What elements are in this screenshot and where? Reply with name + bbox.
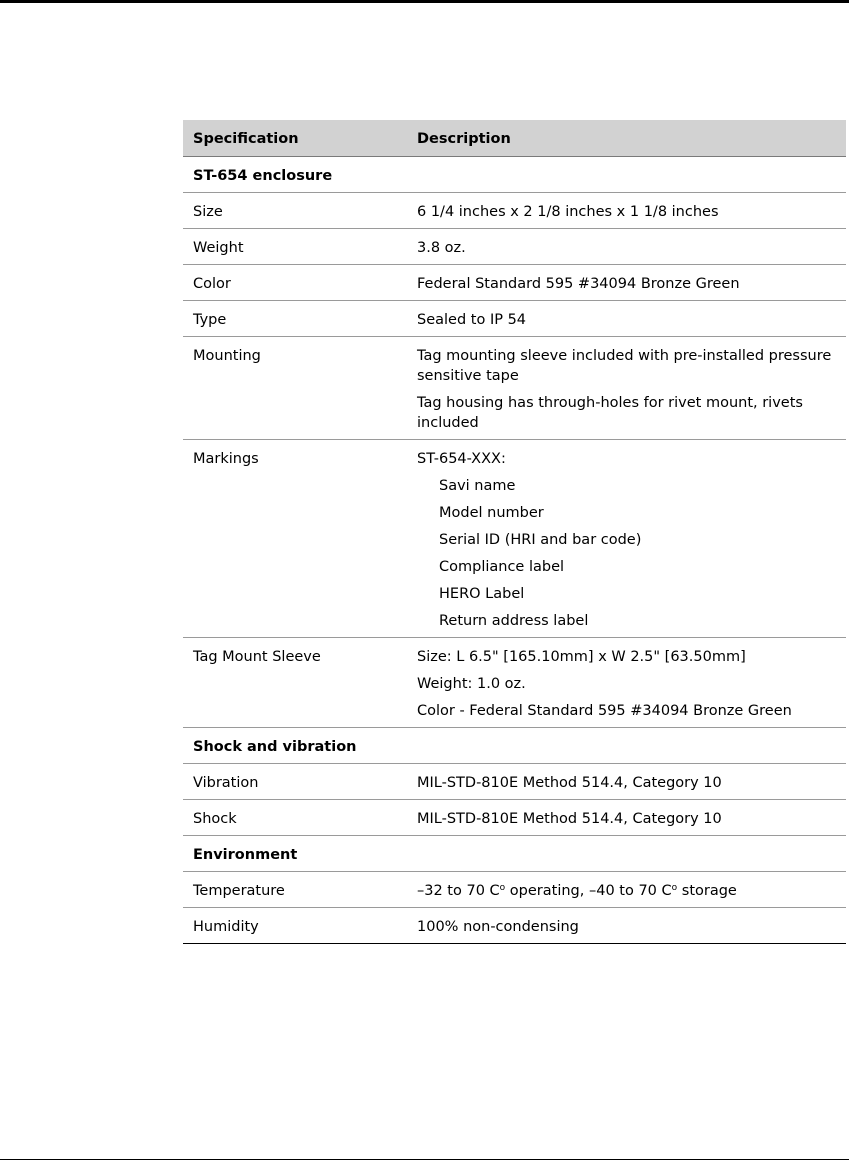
markings-list bbox=[417, 476, 842, 631]
table-row bbox=[183, 800, 846, 836]
temperature-part: storage bbox=[677, 883, 737, 899]
row-value: 100% non-condensing bbox=[407, 908, 846, 944]
list-item: Return address label bbox=[439, 613, 589, 629]
table-row bbox=[183, 908, 846, 944]
section-blank bbox=[407, 836, 846, 872]
row-label: Color bbox=[183, 265, 407, 301]
row-label: Humidity bbox=[183, 908, 407, 944]
table-row bbox=[183, 229, 846, 265]
row-value bbox=[407, 440, 846, 638]
row-label: Weight bbox=[183, 229, 407, 265]
row-label: Shock bbox=[183, 800, 407, 836]
table-row bbox=[183, 638, 846, 728]
table-row bbox=[183, 337, 846, 440]
row-label: Size bbox=[183, 193, 407, 229]
row-value: MIL-STD-810E Method 514.4, Category 10 bbox=[407, 764, 846, 800]
table-row bbox=[183, 440, 846, 638]
header-specification: Specification bbox=[183, 120, 407, 157]
sleeve-line: Weight: 1.0 oz. bbox=[417, 676, 526, 692]
row-label: Vibration bbox=[183, 764, 407, 800]
top-rule bbox=[0, 0, 849, 3]
section-row-enclosure bbox=[183, 157, 846, 193]
section-blank bbox=[407, 157, 846, 193]
section-row-shock bbox=[183, 728, 846, 764]
sleeve-line: Color - Federal Standard 595 #34094 Bronze Green bbox=[417, 703, 792, 719]
row-value: Federal Standard 595 #34094 Bronze Green bbox=[407, 265, 846, 301]
specification-table bbox=[183, 120, 846, 944]
degree-superscript: o bbox=[671, 883, 678, 893]
list-item: HERO Label bbox=[439, 586, 525, 602]
row-label: Type bbox=[183, 301, 407, 337]
row-value bbox=[407, 638, 846, 728]
mounting-line: Tag housing has through-holes for rivet mount, rivets included bbox=[417, 395, 803, 431]
table-row bbox=[183, 193, 846, 229]
section-title: Environment bbox=[183, 836, 407, 872]
row-value: 3.8 oz. bbox=[407, 229, 846, 265]
table-row bbox=[183, 301, 846, 337]
table-row bbox=[183, 764, 846, 800]
temperature-part: operating, –40 to 70 C bbox=[505, 883, 672, 899]
row-value: MIL-STD-810E Method 514.4, Category 10 bbox=[407, 800, 846, 836]
row-label: Temperature bbox=[183, 872, 407, 908]
temperature-part: –32 to 70 C bbox=[417, 883, 500, 899]
section-title: Shock and vibration bbox=[183, 728, 407, 764]
row-value: Sealed to IP 54 bbox=[407, 301, 846, 337]
table-header-row bbox=[183, 120, 846, 157]
sleeve-line: Size: L 6.5" [165.10mm] x W 2.5" [63.50mm] bbox=[417, 649, 746, 665]
table-row bbox=[183, 265, 846, 301]
row-value bbox=[407, 872, 846, 908]
bottom-rule bbox=[0, 1159, 849, 1160]
markings-intro: ST-654-XXX: bbox=[417, 451, 506, 467]
list-item: Compliance label bbox=[439, 559, 565, 575]
header-description: Description bbox=[407, 120, 846, 157]
list-item: Serial ID (HRI and bar code) bbox=[439, 532, 642, 548]
row-label: Tag Mount Sleeve bbox=[183, 638, 407, 728]
row-value bbox=[407, 337, 846, 440]
mounting-line: Tag mounting sleeve included with pre-installed pressure sensitive tape bbox=[417, 348, 832, 384]
row-value: 6 1/4 inches x 2 1/8 inches x 1 1/8 inches bbox=[407, 193, 846, 229]
degree-superscript: o bbox=[499, 883, 506, 893]
row-label: Markings bbox=[183, 440, 407, 638]
section-row-environment bbox=[183, 836, 846, 872]
section-title: ST-654 enclosure bbox=[183, 157, 407, 193]
row-label: Mounting bbox=[183, 337, 407, 440]
table-row bbox=[183, 872, 846, 908]
section-blank bbox=[407, 728, 846, 764]
list-item: Savi name bbox=[439, 478, 516, 494]
list-item: Model number bbox=[439, 505, 544, 521]
